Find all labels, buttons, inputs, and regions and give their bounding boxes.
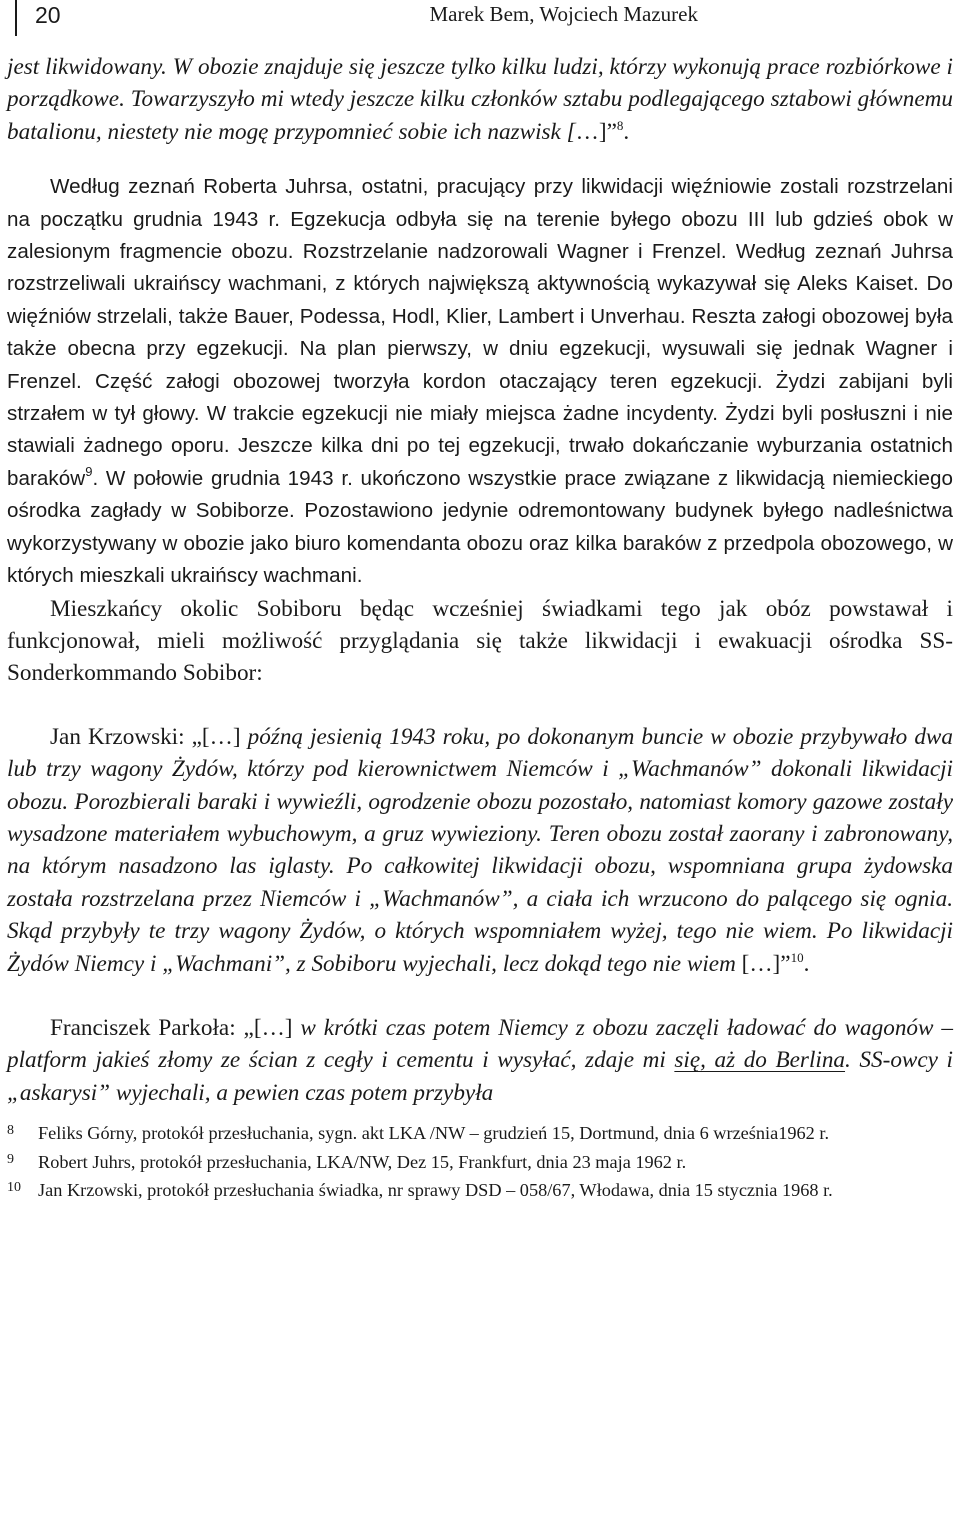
page-number: 20 bbox=[15, 0, 61, 36]
footnote-number: 10 bbox=[7, 1180, 21, 1195]
footnote-text: Feliks Górny, protokół przesłuchania, sygn. akt LKA /NW – grudzień 15, Dortmund, dnia 6 września1962 r. bbox=[38, 1123, 830, 1144]
quote-krzowski-close: […]” bbox=[741, 950, 791, 977]
footnote-ref-9[interactable]: 9 bbox=[85, 463, 93, 479]
footnote-10 bbox=[7, 1178, 953, 1203]
quote-krzowski bbox=[7, 721, 953, 980]
footnote-number: 9 bbox=[7, 1151, 14, 1167]
quote-parkola-underlined: się, aż do Berlina bbox=[674, 1047, 846, 1074]
quote-krzowski-speaker: Jan Krzowski: „[…] bbox=[50, 723, 248, 750]
quote-parkola-text: w krótki czas potem Niemcy z obozu zaczęli ładować do wagonów – platform jakieś złomy ze ścian z cegły i cementu i wysyłać, zdaje mi bbox=[7, 1014, 954, 1074]
intro-text: jest likwidowany. W obozie znajduje się jeszcze tylko kilku ludzi, którzy wykonują prace rozbiórkowe i porządkowe. Towarzyszyło mi wtedy jeszcze kilku członków sztabu podlegającego sztabowi głównemu batalionu, niestety nie mogę przypomnieć sobie ich nazwisk [ bbox=[7, 54, 953, 145]
intro-end: . bbox=[623, 118, 630, 145]
paragraph-juhrs bbox=[7, 171, 953, 592]
quote-parkola bbox=[7, 1012, 953, 1109]
intro-ellipsis: … bbox=[575, 118, 599, 145]
intro-close: ]” bbox=[598, 118, 617, 145]
quote-krzowski-end: . bbox=[803, 950, 810, 977]
footnote-text: Jan Krzowski, protokół przesłuchania świadka, nr sprawy DSD – 058/67, Włodawa, dnia 15 stycznia 1968 r. bbox=[38, 1180, 833, 1200]
quote-krzowski-text: późną jesienią 1943 roku, po dokonanym buncie w obozie przybywało dwa lub trzy wagony Żydów, którzy pod kierownictwem Niemców i „Wachmanów” dokonali likwidacji obozu. Porozbierali baraki i wywieźli, ogrodzenie obozu pozostało, natomiast komory gazowe zostały wysadzone materiałem wybuchowym, a gruz wywieziony. Teren obozu został zaorany i zabronowany, na którym nasadzono las iglasty. Po całkowitej likwidacji obozu, wspomniana grupa żydowska została rozstrzelana przez Niemców i „Wachmanów”, a ciała ich wrzucono do palącego się ognia. Skąd przybyły te trzy wagony Żydów, o których wspomniałem wyżej, tego nie wiem. Po likwidacji Żydów Niemcy i „Wachmani”, z Sobiboru wyjechali, lecz dokąd tego nie wiem bbox=[7, 723, 953, 977]
body-text bbox=[7, 51, 953, 1109]
footnote-ref-10[interactable]: 10 bbox=[790, 949, 804, 965]
quote-parkola-text-after: . SS-owcy i „askarysi” wyjechali, a pewien czas potem przybyła bbox=[7, 1047, 953, 1106]
footnote-ref-8[interactable]: 8 bbox=[616, 117, 624, 133]
intro-paragraph bbox=[7, 51, 953, 148]
footnote-text: Robert Juhrs, protokół przesłuchania, LKA/NW, Dez 15, Frankfurt, dnia 23 maja 1962 r. bbox=[38, 1151, 687, 1172]
footnote-9 bbox=[7, 1150, 953, 1175]
paragraph-juhrs-rest: . W połowie grudnia 1943 r. ukończono wszystkie prace związane z likwidacją niemieckiego ośrodka zagłady w Sobiborze. Pozostawiono jedynie odremontowany budynek byłego nadleśnictwa wykorzystywany w obozie jako biuro komendanta obozu oraz kilka baraków z przedpola obozowego, w których mieszkali ukraińscy wachmani. bbox=[7, 466, 953, 588]
footnote-8 bbox=[7, 1121, 953, 1146]
quote-parkola-speaker: Franciszek Parkoła: „[…] bbox=[50, 1014, 301, 1041]
running-head: Marek Bem, Wojciech Mazurek bbox=[429, 2, 698, 26]
footnotes bbox=[7, 1117, 953, 1203]
page-header bbox=[7, 0, 953, 40]
footnote-number: 8 bbox=[7, 1123, 14, 1139]
paragraph-juhrs-text: Według zeznań Roberta Juhrsa, ostatni, pracujący przy likwidacji więźniowie zostali rozstrzelani na początku grudnia 1943 r. Egzekucja odbyła się na terenie byłego obozu III lub gdzieś obok w zalesionym fragmencie obozu. Rozstrzelanie nadzorowali Wagner i Frenzel. Według zeznań Juhrsa rozstrzeliwali ukraińscy wachmani, z których największą aktywnością wykazywał się Aleks Kaiset. Do więźniów strzelali, także Bauer, Podessa, Hodl, Klier, Lambert i Unverhau. Reszta załogi obozowej była także obecna przy egzekucji. Na plan pierwszy, w dniu egzekucji, wysuwali się jednak Wagner i Frenzel. Część załogi obozowej tworzyła kordon otaczający teren egzekucji. Żydzi zabijani byli strzałem w tył głowy. W trakcie egzekucji nie miały miejsca żadne incydenty. Żydzi byli posłuszni i nie stawiali żadnego oporu. Jeszcze kilka dni po tej egzekucji, trwało dokańczanie wyburzania ostatnich baraków bbox=[7, 175, 953, 490]
paragraph-residents: Mieszkańcy okolic Sobiboru będąc wcześniej świadkami tego jak obóz powstawał i funkcjonował, mieli możliwość przyglądania się także likwidacji i ewakuacji ośrodka SS-Sonderkommando Sobibor: bbox=[7, 595, 953, 687]
